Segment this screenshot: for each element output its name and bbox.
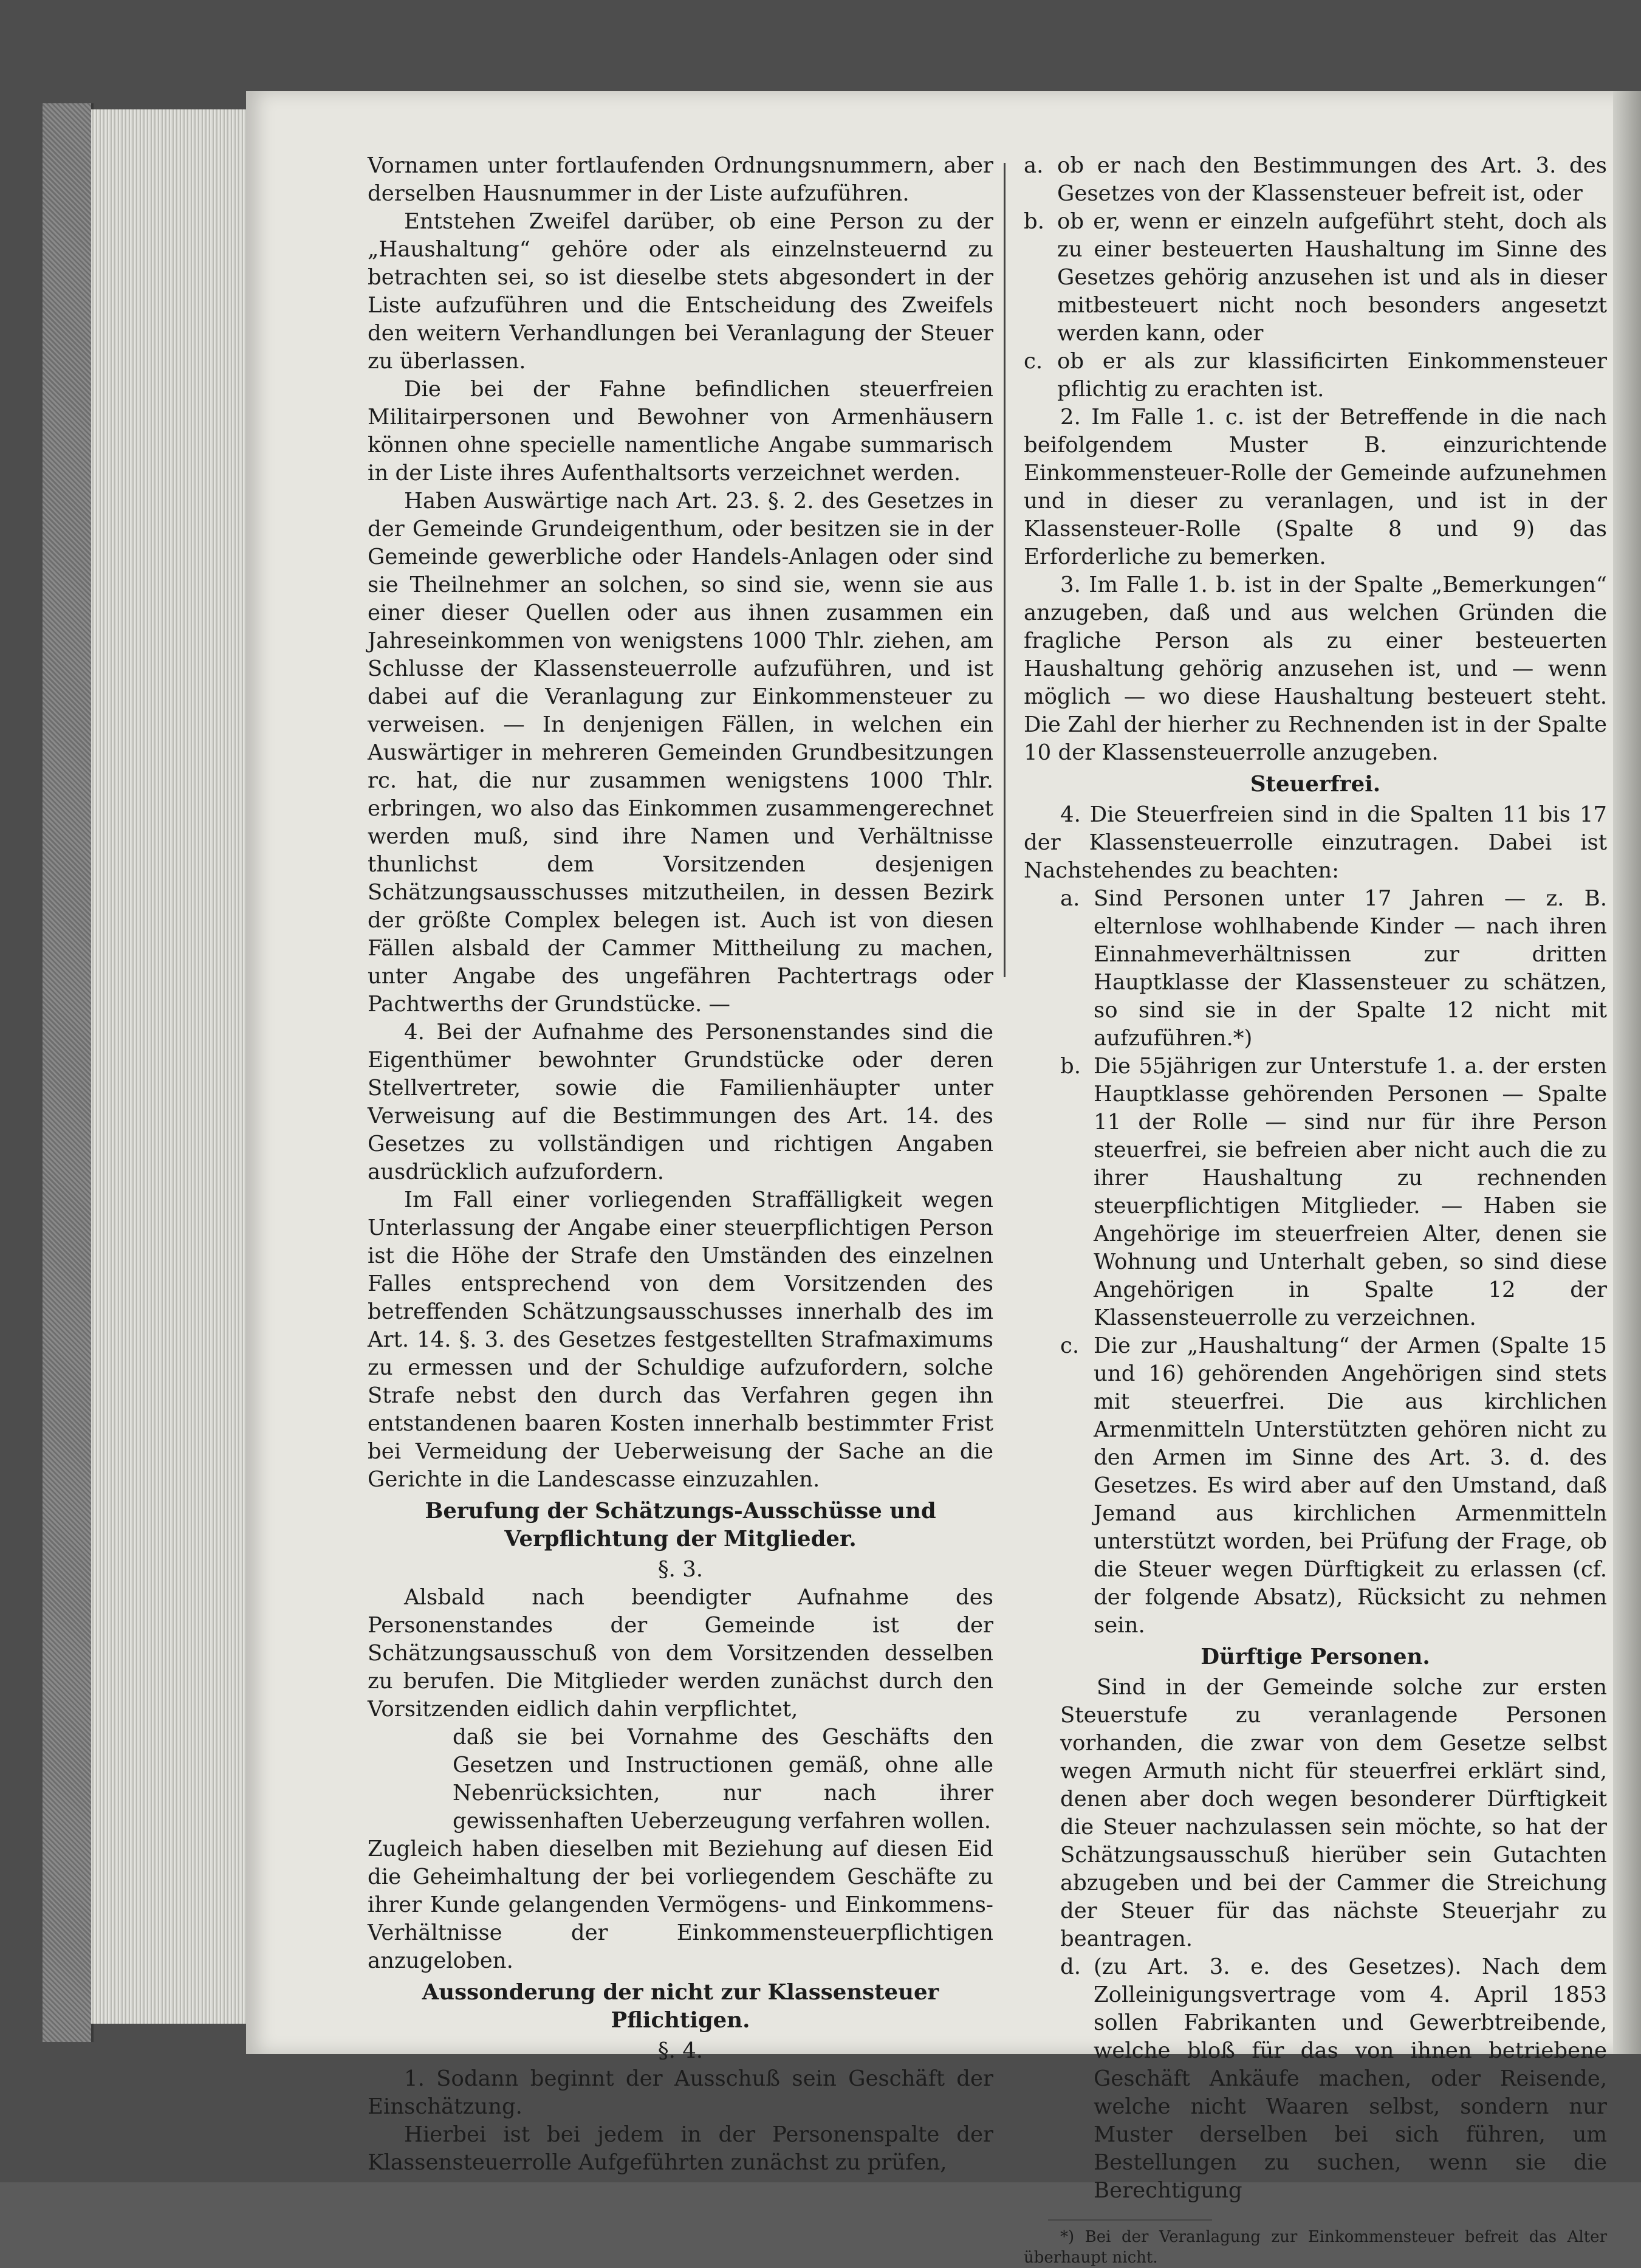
- paragraph: Entstehen Zweifel darüber, ob eine Person zu der „Haushaltung“ gehöre oder als einzelnsteuernd zu betrachten sei, so ist dieselbe stets abgesondert in der Liste aufzuführen und die Entscheidung des Zweifels den weitern Verhandlungen bei Veranlagung der Steuer zu überlassen.: [368, 209, 993, 374]
- book-cover: [43, 103, 94, 2042]
- paragraph: Im Fall einer vorliegenden Straffälligkeit wegen Unterlassung der Angabe einer steuerpflichtigen Person ist die Höhe der Strafe den Umständen des einzelnen Falles entsprechend von dem Vorsitzenden des betreffenden Schätzungsausschusses innerhalb des im Art. 14. §. 3. des Gesetzes festgestellten Strafmaximums zu ermessen und der Schuldige aufzufordern, solche Strafe nebst den durch das Verfahren gegen ihn entstandenen baaren Kosten innerhalb bestimmter Frist bei Vermeidung der Ueberweisung der Sache an die Gerichte in die Landescasse einzuzahlen.: [368, 1187, 993, 1492]
- paragraph: 2. Im Falle 1. c. ist der Betreffende in die nach beifolgendem Muster B. einzurichtende Einkommensteuer-Rolle der Gemeinde aufzunehmen und in dieser zu veranlagen, und ist in der Klassensteuer-Rolle (Spalte 8 und 9) das Erforderliche zu bemerken.: [1024, 405, 1607, 569]
- item-label: c.: [1060, 1333, 1080, 1358]
- left-column: [368, 152, 993, 2177]
- item-text: ob er als zur klassificirten Einkommensteuer pflichtig zu erachten ist.: [1057, 349, 1607, 402]
- paragraph-number: §. 3.: [657, 1557, 704, 1582]
- item-text: Die zur „Haushaltung“ der Armen (Spalte 15 und 16) gehörenden Angehörigen sind stets mit steuerfrei. Die aus kirchlichen Armenmitteln Unterstützten gehören nicht zu den Armen im Sinne des Art. 3. d. des Gesetzes. Es wird aber auf den Umstand, daß Jemand aus kirchlichen Armenmitteln unterstützt worden, bei Prüfung der Frage, ob die Steuer wegen Dürftigkeit zu erlassen (cf. der folgende Absatz), Rücksicht zu nehmen sein.: [1094, 1333, 1607, 1638]
- list-item: [1024, 348, 1607, 404]
- paragraph: Die bei der Fahne befindlichen steuerfreien Militairpersonen und Bewohner von Armenhäusern können ohne specielle namentliche Angabe summarisch in der Liste ihres Aufenthaltsorts verzeichnet werden.: [368, 377, 993, 486]
- list-item: [1060, 1332, 1607, 1640]
- page-edges: [91, 109, 249, 2024]
- paragraph-number: §. 4.: [657, 2038, 704, 2063]
- item-label: b.: [1060, 1054, 1081, 1079]
- paragraph: 4. Die Steuerfreien sind in die Spalten 11 bis 17 der Klassensteuerrolle einzutragen. Dabei ist Nachstehendes zu beachten:: [1024, 802, 1607, 883]
- section-heading: Aussonderung der nicht zur Klassensteuer Pflichtigen.: [422, 1980, 939, 2033]
- list-item: [1024, 152, 1607, 208]
- paragraph: daß sie bei Vornahme des Geschäfts den Gesetzen und Instructionen gemäß, ohne alle Nebenrücksichten, nur nach ihrer gewissenhaften Ueberzeugung verfahren wollen.: [453, 1725, 993, 1833]
- list-item: [1060, 1953, 1607, 2205]
- item-text: (zu Art. 3. e. des Gesetzes). Nach dem Zolleinigungsvertrage vom 4. April 1853 sollen Fabrikanten und Gewerbtreibende, welche bloß für das von ihnen betriebene Geschäft Ankäufe machen, oder Reisende, welche nicht Waaren selbst, sondern nur Muster derselben bei sich führen, um Bestellungen zu suchen, wenn sie die Berechtigung: [1094, 1954, 1607, 2203]
- footnote-rule: [1048, 2219, 1212, 2221]
- paragraph: 1. Sodann beginnt der Ausschuß sein Geschäft der Einschätzung.: [368, 2066, 993, 2119]
- item-text: Die 55jährigen zur Unterstufe 1. a. der ersten Hauptklasse gehörenden Personen — Spalte 11 der Rolle — sind nur für ihre Person steuerfrei, sie befreien aber nicht auch die zu ihrer Haushaltung zu rechnenden steuerpflichtigen Mitglieder. — Haben sie Angehörige im steuerfreien Alter, denen sie Wohnung und Unterhalt geben, so sind diese Angehörigen in Spalte 12 der Klassensteuerrolle zu verzeichnen.: [1094, 1054, 1607, 1330]
- page-right-edge: [1613, 91, 1641, 2054]
- item-text: ob er, wenn er einzeln aufgeführt steht, doch als zu einer besteuerten Haushaltung im Sinne des Gesetzes gehörig anzusehen ist und als in dieser mitbesteuert nicht noch besonders angesetzt werden kann, oder: [1057, 209, 1607, 346]
- item-label: c.: [1024, 349, 1043, 374]
- item-text: ob er nach den Bestimmungen des Art. 3. des Gesetzes von der Klassensteuer befreit ist, oder: [1057, 153, 1607, 206]
- paragraph: Sind in der Gemeinde solche zur ersten Steuerstufe zu veranlagende Personen vorhanden, die zwar von dem Gesetze selbst wegen Armuth nicht für steuerfrei erklärt sind, denen aber doch wegen besonderer Dürftigkeit die Steuer nachzulassen sein möchte, so hat der Schätzungsausschuß hierüber sein Gutachten abzugeben und bei der Cammer die Streichung der Steuer für das nächste Steuerjahr zu beantragen.: [1060, 1675, 1607, 1951]
- paragraph: Alsbald nach beendigter Aufnahme des Personenstandes der Gemeinde ist der Schätzungsausschuß von dem Vorsitzenden desselben zu berufen. Die Mitglieder werden zunächst durch den Vorsitzenden eidlich dahin verpflichtet,: [368, 1585, 993, 1722]
- paragraph: Haben Auswärtige nach Art. 23. §. 2. des Gesetzes in der Gemeinde Grundeigenthum, oder besitzen sie in der Gemeinde gewerbliche oder Handels-Anlagen oder sind sie Theilnehmer an solchen, so sind sie, wenn sie aus einer dieser Quellen oder aus ihnen zusammen ein Jahreseinkommen von wenigstens 1000 Thlr. ziehen, am Schlusse der Klassensteuerrolle aufzuführen, und ist dabei auf die Veranlagung zur Einkommensteuer zu verweisen. — In denjenigen Fällen, in welchen ein Auswärtiger in mehreren Gemeinden Grundbesitzungen rc. hat, die nur zusammen wenigstens 1000 Thlr. erbringen, wo also das Einkommen zusammengerechnet werden muß, sind ihre Namen und Verhältnisse thunlichst dem Vorsitzenden desjenigen Schätzungsausschusses mitzutheilen, in dessen Bezirk der größte Complex belegen ist. Auch ist von diesen Fällen alsbald der Cammer Mittheilung zu machen, unter Angabe des ungefähren Pachtertrags oder Pachtwerths der Grundstücke. —: [368, 489, 993, 1017]
- list-item: [1060, 1053, 1607, 1332]
- right-column: [1024, 152, 1607, 2268]
- section-heading: Steuerfrei.: [1250, 772, 1381, 797]
- footnote: *) Bei der Veranlagung zur Einkommensteuer befreit das Alter überhaupt nicht.: [1024, 2228, 1607, 2267]
- paragraph: Hierbei ist bei jedem in der Personenspalte der Klassensteuerrolle Aufgeführten zunächst zu prüfen,: [368, 2122, 993, 2175]
- right-column-body: [1024, 152, 1607, 2205]
- paragraph: Zugleich haben dieselben mit Beziehung auf diesen Eid die Geheimhaltung der bei vorliegendem Geschäfte zu ihrer Kunde gelangenden Vermögens- und Einkommens-Verhältnisse der Einkommensteuerpflichtigen anzugeloben.: [368, 1837, 993, 1973]
- section-heading: Dürftige Personen.: [1201, 1644, 1430, 1669]
- paragraph: 3. Im Falle 1. b. ist in der Spalte „Bemerkungen“ anzugeben, daß und aus welchen Gründen die fragliche Person als zu einer besteuerten Haushaltung gehörig anzusehen ist, und — wenn möglich — wo diese Haushaltung besteuert steht. Die Zahl der hierher zu Rechnenden ist in der Spalte 10 der Klassensteuerrolle anzugeben.: [1024, 572, 1607, 765]
- list-item: [1060, 885, 1607, 1053]
- item-label: a.: [1060, 886, 1080, 911]
- list-item: [1024, 208, 1607, 348]
- item-text: Sind Personen unter 17 Jahren — z. B. elternlose wohlhabende Kinder — nach ihren Einnahmeverhältnissen zur dritten Hauptklasse der Klassensteuer zu schätzen, so sind sie in der Spalte 12 nicht mit aufzuführen.*): [1094, 886, 1607, 1051]
- item-label: d.: [1060, 1954, 1081, 1979]
- section-heading: Berufung der Schätzungs-Ausschüsse und Verpflichtung der Mitglieder.: [425, 1499, 936, 1552]
- item-label: b.: [1024, 209, 1045, 234]
- column-rule: [1004, 163, 1005, 977]
- paragraph: 4. Bei der Aufnahme des Personenstandes sind die Eigenthümer bewohnter Grundstücke oder deren Stellvertreter, sowie die Familienhäupter unter Verweisung auf die Bestimmungen des Art. 14. des Gesetzes zu vollständigen und richtigen Angaben ausdrücklich aufzufordern.: [368, 1020, 993, 1184]
- item-label: a.: [1024, 153, 1044, 178]
- paragraph: Vornamen unter fortlaufenden Ordnungsnummern, aber derselben Hausnummer in der Liste aufzuführen.: [368, 153, 993, 206]
